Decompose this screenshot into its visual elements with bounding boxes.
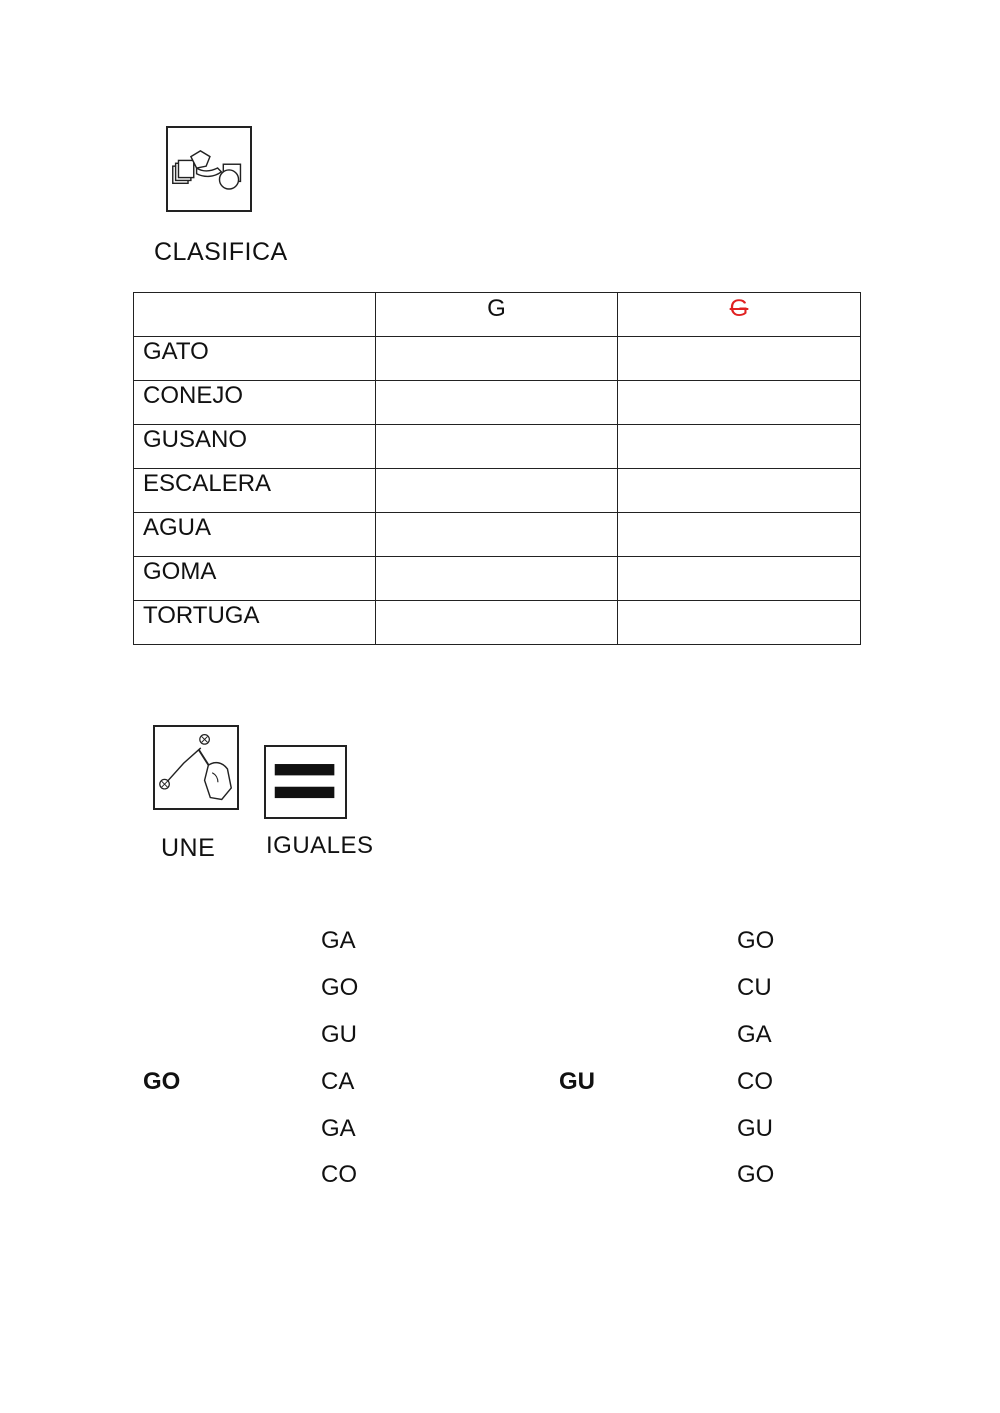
- right-option[interactable]: CO: [737, 1068, 773, 1095]
- classify-table: [133, 292, 861, 645]
- no-g-answer-cell[interactable]: [618, 469, 861, 513]
- left-option[interactable]: GO: [321, 974, 359, 1001]
- join-caption: UNE: [161, 834, 216, 862]
- table-row: [134, 469, 861, 513]
- table-row: [134, 557, 861, 601]
- no-g-answer-cell[interactable]: [618, 337, 861, 381]
- word-cell: AGUA: [134, 513, 376, 557]
- draw-line-pictogram-icon: [153, 725, 239, 810]
- left-option[interactable]: CO: [321, 1161, 357, 1188]
- header-crossed-g-cell: [618, 293, 861, 337]
- left-option[interactable]: GU: [321, 1021, 357, 1048]
- table-row: [134, 425, 861, 469]
- word-cell: GOMA: [134, 557, 376, 601]
- no-g-answer-cell[interactable]: [618, 513, 861, 557]
- left-option[interactable]: CA: [321, 1068, 355, 1095]
- g-answer-cell[interactable]: [376, 557, 618, 601]
- table-header-row: [134, 293, 861, 337]
- no-g-answer-cell[interactable]: [618, 381, 861, 425]
- right-target-syllable: GU: [559, 1068, 595, 1095]
- g-answer-cell[interactable]: [376, 425, 618, 469]
- header-empty-cell: [134, 293, 376, 337]
- crossed-g-label: G: [729, 295, 749, 322]
- g-answer-cell[interactable]: [376, 381, 618, 425]
- right-option[interactable]: CU: [737, 974, 772, 1001]
- no-g-answer-cell[interactable]: [618, 557, 861, 601]
- word-cell: TORTUGA: [134, 601, 376, 645]
- right-option[interactable]: GU: [737, 1115, 773, 1142]
- no-g-answer-cell[interactable]: [618, 425, 861, 469]
- g-answer-cell[interactable]: [376, 513, 618, 557]
- table-row: [134, 381, 861, 425]
- equal-caption: IGUALES: [266, 832, 374, 859]
- word-cell: CONEJO: [134, 381, 376, 425]
- word-cell: GATO: [134, 337, 376, 381]
- classify-pictogram-icon: [166, 126, 252, 212]
- word-cell: GUSANO: [134, 425, 376, 469]
- left-target-syllable: GO: [143, 1068, 181, 1095]
- left-option[interactable]: GA: [321, 927, 356, 954]
- left-option[interactable]: GA: [321, 1115, 356, 1142]
- right-option[interactable]: GO: [737, 927, 775, 954]
- g-answer-cell[interactable]: [376, 337, 618, 381]
- table-row: [134, 601, 861, 645]
- right-option[interactable]: GA: [737, 1021, 772, 1048]
- g-answer-cell[interactable]: [376, 469, 618, 513]
- no-g-answer-cell[interactable]: [618, 601, 861, 645]
- table-row: [134, 337, 861, 381]
- right-option[interactable]: GO: [737, 1161, 775, 1188]
- classify-caption: CLASIFICA: [154, 238, 288, 266]
- header-g-cell: G: [376, 293, 618, 337]
- word-cell: ESCALERA: [134, 469, 376, 513]
- g-answer-cell[interactable]: [376, 601, 618, 645]
- equals-pictogram-icon: [264, 745, 347, 819]
- table-row: [134, 513, 861, 557]
